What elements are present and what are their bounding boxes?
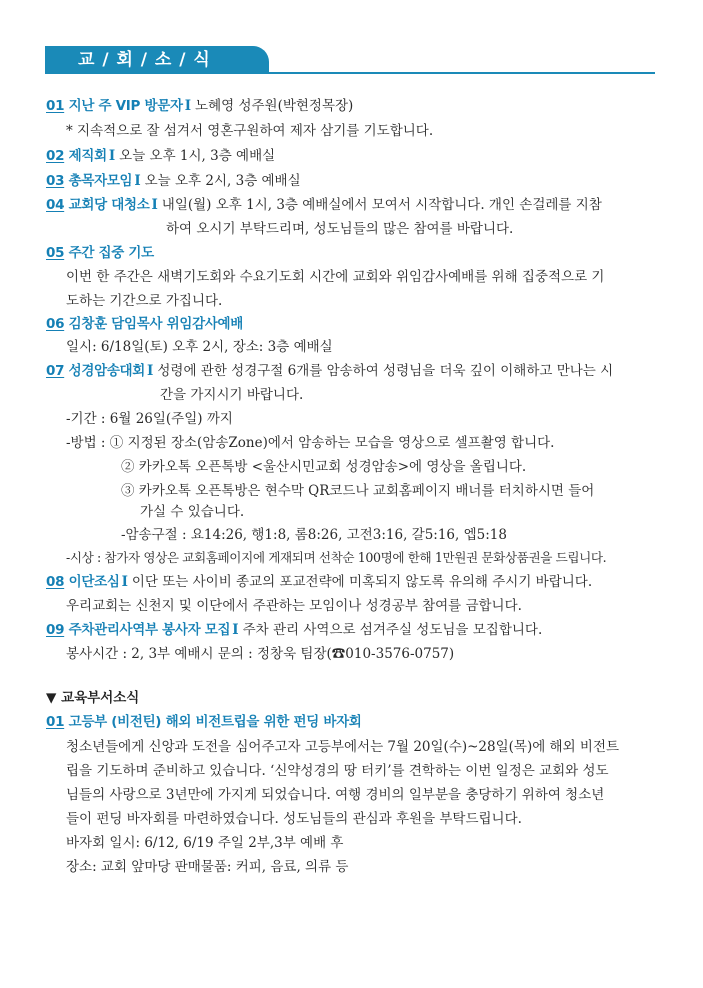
notice-line: 청소년들에게 신앙과 도전을 심어주고자 고등부에서는 7월 20일(수)~28일(목)에 해외 비전트 xyxy=(66,739,620,755)
notice-line: -암송구절 : 요14:26, 행1:8, 롬8:26, 고전3:16, 갈5:16, 엡5:18 xyxy=(121,527,507,543)
notice-line: 도하는 기간으로 가집니다. xyxy=(66,293,223,309)
notice-line: 하여 오시기 부탁드리며, 성도님들의 많은 참여를 바랍니다. xyxy=(166,221,514,237)
notice-01: 01 지난 주 VIP 방문자 I 노혜영 성주원(박현정목장) xyxy=(46,98,354,114)
notice-line: 바자회 일시: 6/12, 6/19 주일 2부,3부 예배 후 xyxy=(66,835,344,851)
notice-line: 이번 한 주간은 새벽기도회와 수요기도회 시간에 교회와 위임감사예배를 위해 집중적으로 기 xyxy=(66,269,605,285)
notice-04: 04 교회당 대청소 I 내일(월) 오후 1시, 3층 예배실에서 모여서 시작합니다. 개인 손걸레를 지참 xyxy=(46,197,602,213)
edu-notice-01: 01 고등부 (비전틴) 해외 비전트립을 위한 펀딩 바자회 xyxy=(46,714,362,730)
notice-09: 09 주차관리사역부 봉사자 모집 I 주차 관리 사역으로 섬겨주실 성도님을 모집합니다. xyxy=(46,622,543,638)
notice-08: 08 이단조심 I 이단 또는 사이비 종교의 포교전략에 미혹되지 않도록 유의해 주시기 바랍니다. xyxy=(46,574,593,590)
notice-line: 가실 수 있습니다. xyxy=(140,504,245,520)
notice-02: 02 제직회 I 오늘 오후 1시, 3층 예배실 xyxy=(46,148,276,164)
notice-line: * 지속적으로 잘 섬겨서 영혼구원하여 제자 삼기를 기도합니다. xyxy=(66,123,434,139)
notice-line: -방법 : ① 지정된 장소(암송Zone)에서 암송하는 모습을 영상으로 셀프촬영 합니다. xyxy=(66,435,555,451)
notice-03: 03 총목자모임 I 오늘 오후 2시, 3층 예배실 xyxy=(46,173,301,189)
notice-line: 봉사시간 : 2, 3부 예배시 문의 : 정창욱 팀장(☎010-3576-0757) xyxy=(66,646,455,662)
notice-06: 06 김창훈 담임목사 위임감사예배 xyxy=(46,316,244,332)
notice-line: ② 카카오톡 오픈톡방 <울산시민교회 성경암송>에 영상을 올립니다. xyxy=(121,459,527,475)
notice-07: 07 성경암송대회 I 성령에 관한 성경구절 6개를 암송하여 성령님을 더욱 깊이 이해하고 만나는 시 xyxy=(46,363,614,379)
notice-line: -기간 : 6월 26일(주일) 까지 xyxy=(66,411,233,427)
notice-line: 립을 기도하며 준비하고 있습니다. ‘신약성경의 땅 터키’를 견학하는 이번 일정은 교회와 성도 xyxy=(66,763,609,779)
notice-05: 05 주간 집중 기도 xyxy=(46,245,154,261)
notice-line: -시상 : 참가자 영상은 교회홈페이지에 게재되며 선착순 100명에 한해 1만원권 문화상품권을 드립니다. xyxy=(66,550,607,565)
notice-line: 우리교회는 신천지 및 이단에서 주관하는 모임이나 성경공부 참여를 금합니다. xyxy=(66,598,522,614)
section-heading: ▼ 교육부서소식 xyxy=(46,690,140,706)
notice-line: ③ 카카오톡 오픈톡방은 현수막 QR코드나 교회홈페이지 배너를 터치하시면 들어 xyxy=(121,483,595,499)
notice-line: 들이 펀딩 바자회를 마련하였습니다. 성도님들의 관심과 후원을 부탁드립니다. xyxy=(66,811,522,827)
header-rule xyxy=(45,72,655,74)
notice-line: 간을 가지시기 바랍니다. xyxy=(160,387,304,403)
page-title: 교 / 회 / 소 / 식 xyxy=(78,50,211,70)
notice-line: 일시: 6/18일(토) 오후 2시, 장소: 3층 예배실 xyxy=(66,339,333,355)
notice-line: 장소: 교회 앞마당 판매물품: 커피, 음료, 의류 등 xyxy=(66,859,349,875)
notice-line: 님들의 사랑으로 3년만에 가지게 되었습니다. 여행 경비의 일부분을 충당하기 위하여 청소년 xyxy=(66,787,605,803)
